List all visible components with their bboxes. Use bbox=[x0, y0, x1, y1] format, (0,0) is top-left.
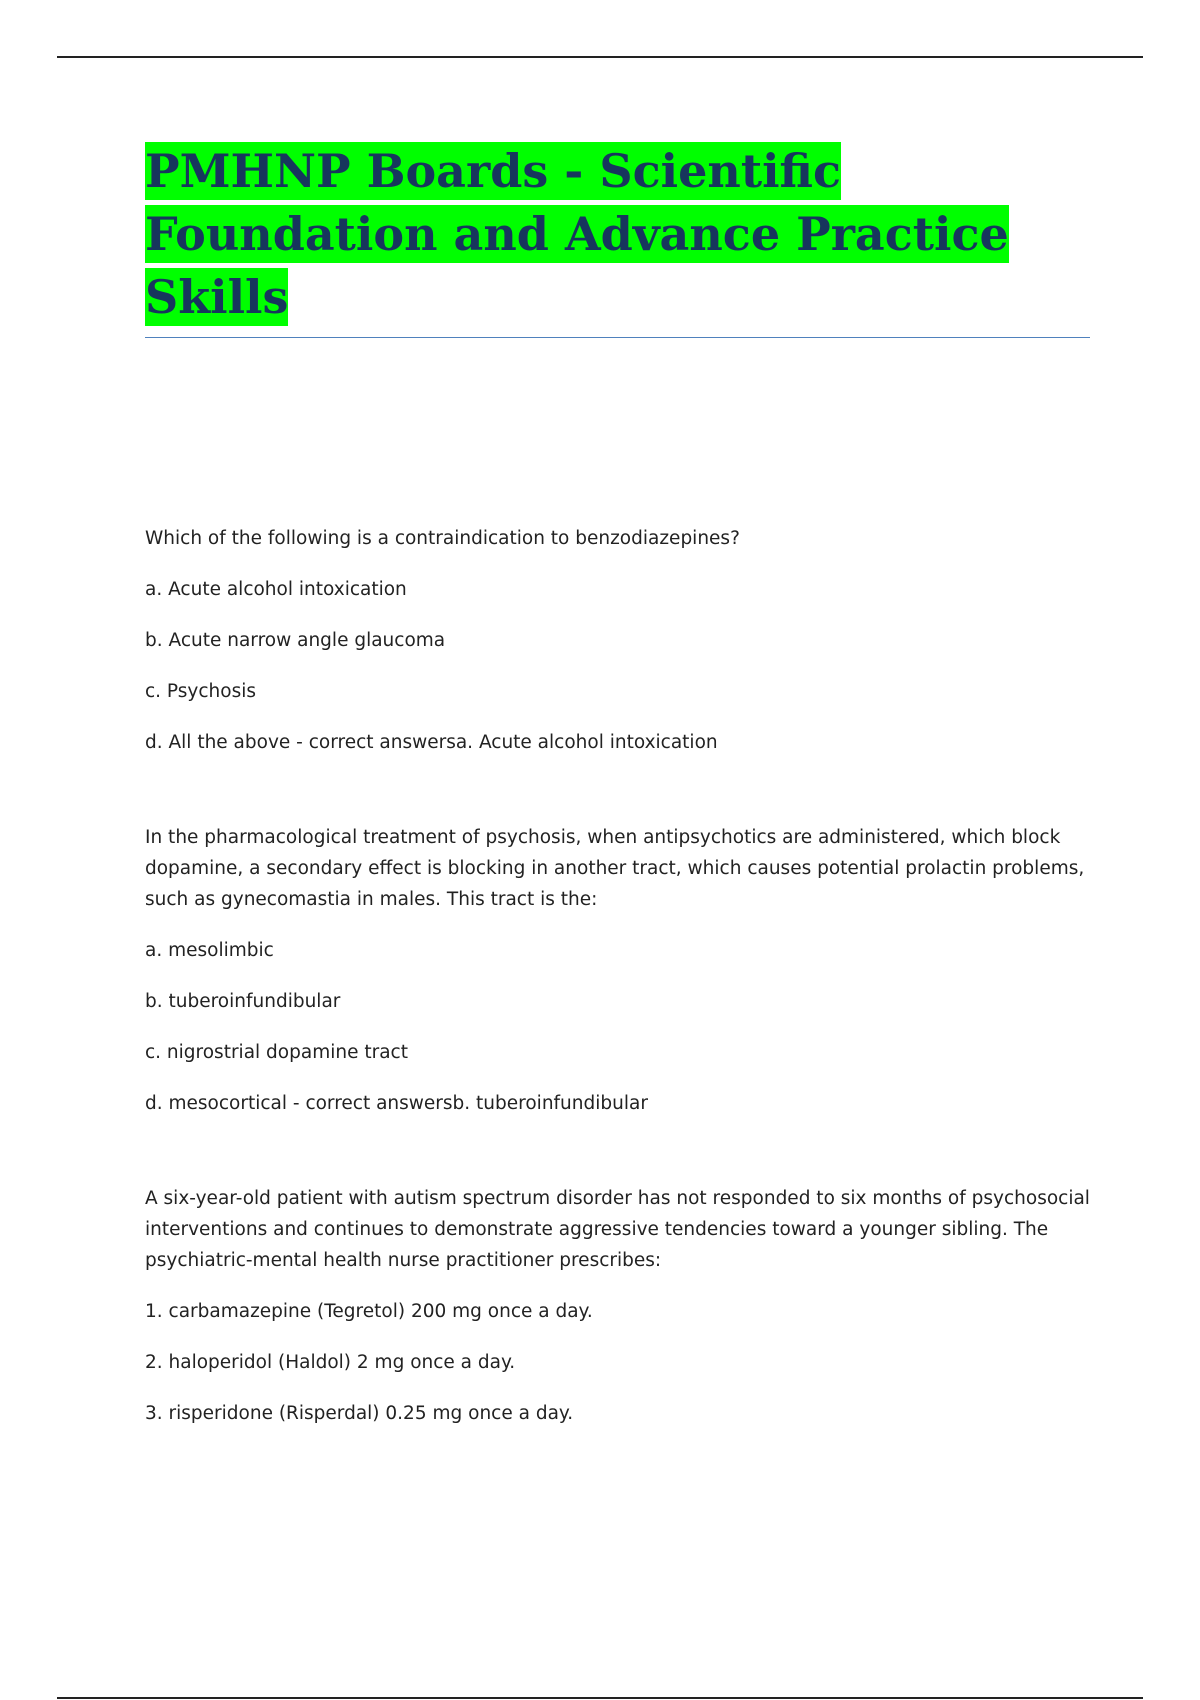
question-stem: Which of the following is a contraindication to benzodiazepines? bbox=[145, 528, 740, 549]
answer-option-d: d. mesocortical - correct answersb. tuberoinfundibular bbox=[145, 1093, 648, 1114]
question-2 bbox=[145, 822, 1090, 1119]
document-title bbox=[145, 140, 1090, 338]
question-list bbox=[145, 523, 1090, 1429]
document-body bbox=[145, 140, 1090, 1493]
answer-option-1: 1. carbamazepine (Tegretol) 200 mg once a day. bbox=[145, 1301, 593, 1322]
answer-option-3: 3. risperidone (Risperdal) 0.25 mg once a day. bbox=[145, 1403, 574, 1424]
question-stem: In the pharmacological treatment of psychosis, when antipsychotics are administered, which block dopamine, a secondary effect is blocking in another tract, which causes potential prolactin problems, such as gynecomastia in males. This tract is the: bbox=[145, 827, 1085, 910]
answer-option-b: b. Acute narrow angle glaucoma bbox=[145, 630, 446, 651]
answer-option-c: c. Psychosis bbox=[145, 681, 256, 702]
header-rule bbox=[57, 56, 1143, 58]
document-title-highlight: PMHNP Boards - Scientific Foundation and Advance Practice Skills bbox=[145, 144, 1009, 324]
answer-option-c: c. nigrostrial dopamine tract bbox=[145, 1042, 408, 1063]
question-stem: A six-year-old patient with autism spectrum disorder has not responded to six months of psychosocial interventions and continues to demonstrate aggressive tendencies toward a younger sibling. The psychiatric-mental health nurse practitioner prescribes: bbox=[145, 1188, 1090, 1271]
question-3 bbox=[145, 1183, 1090, 1429]
question-1 bbox=[145, 523, 1090, 758]
footer-rule bbox=[57, 1697, 1143, 1699]
answer-option-d: d. All the above - correct answersa. Acute alcohol intoxication bbox=[145, 732, 718, 753]
answer-option-a: a. Acute alcohol intoxication bbox=[145, 579, 407, 600]
answer-option-2: 2. haloperidol (Haldol) 2 mg once a day. bbox=[145, 1352, 516, 1373]
answer-option-b: b. tuberoinfundibular bbox=[145, 991, 341, 1012]
answer-option-a: a. mesolimbic bbox=[145, 940, 274, 961]
